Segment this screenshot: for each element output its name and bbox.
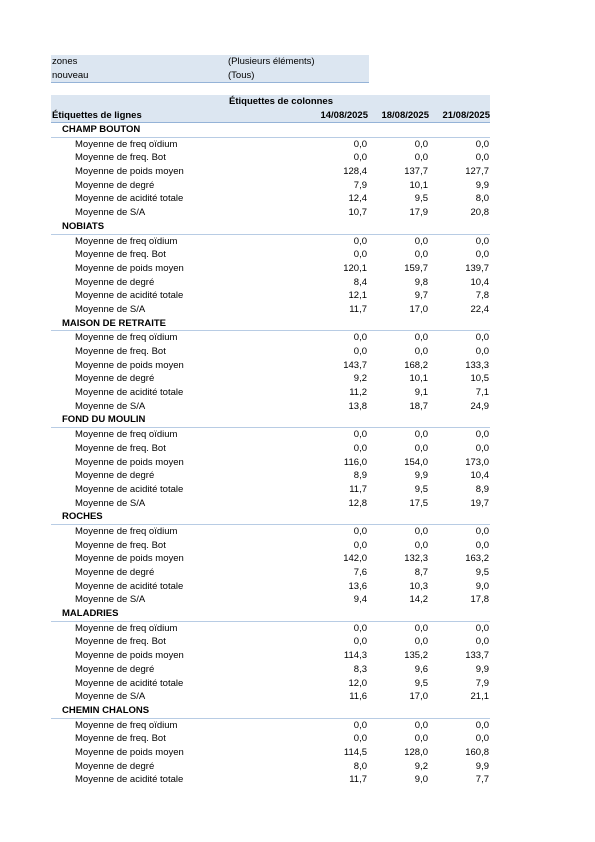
- value-cell: 132,3: [404, 553, 428, 565]
- value-cell: 160,8: [465, 746, 489, 758]
- value-cell: 0,0: [475, 525, 489, 537]
- table-row: [51, 345, 490, 359]
- table-row: [51, 372, 490, 386]
- table-row: [51, 552, 490, 566]
- value-cell: 9,9: [475, 179, 489, 191]
- value-cell: 0,0: [353, 429, 367, 441]
- table-row: [51, 690, 490, 704]
- value-cell: 11,2: [349, 387, 367, 399]
- value-cell: 0,0: [414, 622, 428, 634]
- value-cell: 22,4: [470, 303, 489, 315]
- value-cell: 17,8: [470, 594, 489, 606]
- filter-value[interactable]: (Plusieurs éléments): [228, 56, 315, 67]
- value-cell: 17,5: [409, 497, 428, 509]
- table-row: [51, 483, 490, 497]
- value-cell: 12,4: [348, 193, 367, 205]
- value-cell: 17,0: [409, 691, 428, 703]
- value-cell: 14,2: [409, 594, 428, 606]
- table-row: [51, 428, 490, 442]
- row-label: Moyenne de acidité totale: [75, 483, 184, 495]
- value-cell: 9,0: [414, 774, 428, 786]
- filter-nouveau[interactable]: [51, 69, 369, 84]
- value-cell: 7,9: [475, 677, 489, 689]
- value-cell: 127,7: [465, 166, 489, 178]
- value-cell: 20,8: [470, 207, 489, 219]
- value-cell: 9,5: [475, 567, 489, 578]
- report-filters: [51, 55, 369, 83]
- value-cell: 8,0: [353, 760, 367, 772]
- row-label: Moyenne de acidité totale: [75, 774, 184, 786]
- row-label: Moyenne de poids moyen: [75, 166, 184, 178]
- value-cell: 7,1: [475, 387, 489, 399]
- filter-zones[interactable]: [51, 55, 369, 69]
- value-cell: 13,8: [348, 400, 367, 412]
- table-row: [51, 276, 490, 290]
- row-label: Moyenne de freq. Bot: [75, 346, 166, 357]
- row-label: Moyenne de degré: [75, 567, 155, 578]
- table-row: [51, 677, 490, 691]
- value-cell: 9,5: [414, 193, 428, 205]
- row-label: Moyenne de S/A: [75, 497, 146, 509]
- value-cell: 142,0: [343, 553, 367, 565]
- table-row: [51, 262, 490, 276]
- row-label: Moyenne de freq oïdium: [75, 429, 178, 441]
- value-cell: 0,0: [353, 719, 367, 731]
- row-label: Moyenne de poids moyen: [75, 650, 184, 662]
- value-cell: 10,1: [409, 373, 428, 385]
- value-cell: 114,3: [343, 650, 367, 662]
- table-row: [51, 400, 490, 414]
- value-cell: 0,0: [414, 235, 428, 247]
- value-cell: 0,0: [414, 138, 428, 150]
- row-label: Moyenne de degré: [75, 470, 155, 482]
- value-cell: 168,2: [404, 359, 428, 371]
- row-label: Moyenne de poids moyen: [75, 262, 184, 274]
- table-row: [51, 289, 490, 303]
- pivot-body: [51, 123, 490, 787]
- value-cell: 0,0: [414, 332, 428, 344]
- value-cell: 11,7: [349, 774, 367, 786]
- value-cell: 9,5: [414, 483, 428, 495]
- value-cell: 0,0: [353, 539, 367, 551]
- table-row: [51, 151, 490, 165]
- row-label: Moyenne de S/A: [75, 594, 146, 606]
- table-row: [51, 469, 490, 483]
- value-cell: 18,7: [409, 400, 428, 412]
- value-cell: 19,7: [470, 497, 489, 509]
- row-label: Moyenne de acidité totale: [75, 387, 184, 399]
- table-row: [51, 539, 490, 553]
- value-cell: 11,7: [349, 483, 367, 495]
- row-labels-header[interactable]: Étiquettes de lignes: [52, 109, 142, 121]
- group-header[interactable]: CHEMIN CHALONS: [51, 704, 490, 719]
- row-label: Moyenne de S/A: [75, 207, 146, 219]
- value-cell: 10,1: [409, 179, 428, 191]
- row-label: Moyenne de degré: [75, 276, 155, 288]
- value-cell: 8,9: [353, 470, 367, 482]
- value-cell: 9,0: [475, 580, 489, 592]
- row-label: Moyenne de freq. Bot: [75, 636, 166, 648]
- value-cell: 10,3: [409, 580, 428, 592]
- value-cell: 0,0: [353, 442, 367, 454]
- value-cell: 128,0: [404, 746, 428, 758]
- row-label: Moyenne de poids moyen: [75, 553, 184, 565]
- value-cell: 7,7: [475, 774, 489, 786]
- value-cell: 0,0: [414, 346, 428, 357]
- value-cell: 0,0: [414, 719, 428, 731]
- value-cell: 9,7: [414, 290, 428, 302]
- value-cell: 24,9: [470, 400, 489, 412]
- table-row: [51, 248, 490, 262]
- value-cell: 12,1: [348, 290, 367, 302]
- table-row: [51, 635, 490, 649]
- table-row: [51, 192, 490, 206]
- row-label: Moyenne de poids moyen: [75, 359, 184, 371]
- value-cell: 8,7: [414, 567, 428, 578]
- row-label: Moyenne de freq. Bot: [75, 152, 166, 164]
- table-row: [51, 235, 490, 249]
- value-cell: 0,0: [475, 442, 489, 454]
- table-row: [51, 456, 490, 470]
- row-label: Moyenne de S/A: [75, 303, 146, 315]
- value-cell: 163,2: [465, 553, 489, 565]
- row-label: Moyenne de degré: [75, 373, 155, 385]
- value-cell: 17,0: [409, 303, 428, 315]
- value-cell: 8,0: [475, 193, 489, 205]
- table-row: [51, 663, 490, 677]
- table-row: [51, 580, 490, 594]
- value-cell: 133,3: [465, 359, 489, 371]
- value-cell: 159,7: [404, 262, 428, 274]
- pivot-table: [51, 95, 490, 787]
- row-label: Moyenne de freq. Bot: [75, 539, 166, 551]
- value-cell: 0,0: [353, 235, 367, 247]
- table-row: [51, 525, 490, 539]
- filter-value[interactable]: (Tous): [228, 69, 255, 81]
- table-row: [51, 593, 490, 607]
- value-cell: 0,0: [475, 719, 489, 731]
- value-cell: 133,7: [465, 650, 489, 662]
- row-label: Moyenne de poids moyen: [75, 746, 184, 758]
- row-label: Moyenne de S/A: [75, 400, 146, 412]
- value-cell: 9,2: [353, 373, 367, 385]
- group-header[interactable]: ROCHES: [51, 510, 490, 525]
- value-cell: 0,0: [414, 442, 428, 454]
- row-label: Moyenne de freq. Bot: [75, 249, 166, 261]
- table-row: [51, 497, 490, 511]
- value-cell: 21,1: [470, 691, 489, 703]
- column-labels-header[interactable]: Étiquettes de colonnes: [229, 96, 333, 107]
- value-cell: 13,6: [348, 580, 367, 592]
- value-cell: 0,0: [353, 332, 367, 344]
- value-cell: 137,7: [404, 166, 428, 178]
- value-cell: 7,8: [475, 290, 489, 302]
- table-row: [51, 649, 490, 663]
- row-label: Moyenne de S/A: [75, 691, 146, 703]
- row-label: Moyenne de degré: [75, 663, 155, 675]
- row-label: Moyenne de acidité totale: [75, 193, 184, 205]
- value-cell: 0,0: [353, 138, 367, 150]
- value-cell: 0,0: [353, 152, 367, 164]
- value-cell: 154,0: [404, 456, 428, 468]
- row-label: Moyenne de freq oïdium: [75, 332, 178, 344]
- value-cell: 11,6: [349, 691, 367, 703]
- value-cell: 0,0: [353, 249, 367, 261]
- table-row: [51, 179, 490, 193]
- value-cell: 7,6: [353, 567, 367, 578]
- value-cell: 10,4: [470, 276, 489, 288]
- value-cell: 0,0: [414, 152, 428, 164]
- value-cell: 114,5: [343, 746, 367, 758]
- value-cell: 0,0: [475, 636, 489, 648]
- value-cell: 9,6: [414, 663, 428, 675]
- table-row: [51, 732, 490, 746]
- row-label: Moyenne de poids moyen: [75, 456, 184, 468]
- value-cell: 120,1: [343, 262, 367, 274]
- table-row: [51, 165, 490, 179]
- pivot-date-header-row: [51, 109, 490, 124]
- value-cell: 0,0: [353, 525, 367, 537]
- row-label: Moyenne de acidité totale: [75, 580, 184, 592]
- value-cell: 0,0: [475, 622, 489, 634]
- row-label: Moyenne de freq oïdium: [75, 138, 178, 150]
- value-cell: 0,0: [414, 249, 428, 261]
- table-row: [51, 773, 490, 787]
- row-label: Moyenne de freq. Bot: [75, 733, 166, 745]
- value-cell: 8,9: [475, 483, 489, 495]
- row-label: Moyenne de acidité totale: [75, 290, 184, 302]
- value-cell: 128,4: [343, 166, 367, 178]
- group-header[interactable]: CHAMP BOUTON: [51, 123, 490, 138]
- value-cell: 9,2: [414, 760, 428, 772]
- value-cell: 0,0: [353, 636, 367, 648]
- row-label: Moyenne de freq. Bot: [75, 442, 166, 454]
- table-row: [51, 622, 490, 636]
- value-cell: 9,4: [353, 594, 367, 606]
- filter-label: zones: [52, 56, 78, 67]
- value-cell: 0,0: [414, 636, 428, 648]
- table-row: [51, 303, 490, 317]
- value-cell: 0,0: [475, 249, 489, 261]
- row-label: Moyenne de freq oïdium: [75, 622, 178, 634]
- value-cell: 9,1: [414, 387, 428, 399]
- group-header[interactable]: MALADRIES: [51, 607, 490, 622]
- value-cell: 7,9: [353, 179, 367, 191]
- value-cell: 9,9: [414, 470, 428, 482]
- pivot-column-header-row: [51, 95, 490, 109]
- row-label: Moyenne de freq oïdium: [75, 719, 178, 731]
- group-header[interactable]: FOND DU MOULIN: [51, 413, 490, 428]
- table-row: [51, 386, 490, 400]
- value-cell: 10,5: [470, 373, 489, 385]
- value-cell: 143,7: [343, 359, 367, 371]
- table-row: [51, 138, 490, 152]
- value-cell: 0,0: [414, 525, 428, 537]
- group-header[interactable]: NOBIATS: [51, 220, 490, 235]
- value-cell: 0,0: [475, 332, 489, 344]
- value-cell: 12,8: [348, 497, 367, 509]
- value-cell: 0,0: [353, 622, 367, 634]
- value-cell: 0,0: [353, 733, 367, 745]
- value-cell: 0,0: [414, 733, 428, 745]
- filter-label: nouveau: [52, 69, 89, 81]
- value-cell: 173,0: [465, 456, 489, 468]
- value-cell: 139,7: [465, 262, 489, 274]
- value-cell: 0,0: [414, 539, 428, 551]
- table-row: [51, 206, 490, 220]
- value-cell: 9,8: [414, 276, 428, 288]
- value-cell: 0,0: [475, 235, 489, 247]
- row-label: Moyenne de freq oïdium: [75, 235, 178, 247]
- table-row: [51, 359, 490, 373]
- value-cell: 0,0: [475, 429, 489, 441]
- value-cell: 10,4: [470, 470, 489, 482]
- value-cell: 9,9: [475, 760, 489, 772]
- row-label: Moyenne de degré: [75, 179, 155, 191]
- value-cell: 0,0: [475, 539, 489, 551]
- row-label: Moyenne de freq oïdium: [75, 525, 178, 537]
- date-header: 18/08/2025: [381, 109, 429, 121]
- table-row: [51, 442, 490, 456]
- value-cell: 8,4: [353, 276, 367, 288]
- value-cell: 9,9: [475, 663, 489, 675]
- value-cell: 12,0: [348, 677, 367, 689]
- group-header[interactable]: MAISON DE RETRAITE: [51, 317, 490, 332]
- value-cell: 135,2: [404, 650, 428, 662]
- value-cell: 116,0: [343, 456, 367, 468]
- value-cell: 0,0: [475, 346, 489, 357]
- value-cell: 10,7: [348, 207, 367, 219]
- table-row: [51, 331, 490, 345]
- value-cell: 0,0: [414, 429, 428, 441]
- value-cell: 11,7: [349, 303, 367, 315]
- value-cell: 0,0: [475, 138, 489, 150]
- value-cell: 8,3: [353, 663, 367, 675]
- value-cell: 0,0: [475, 152, 489, 164]
- row-label: Moyenne de acidité totale: [75, 677, 184, 689]
- table-row: [51, 719, 490, 733]
- value-cell: 0,0: [475, 733, 489, 745]
- date-header: 21/08/2025: [442, 109, 490, 121]
- table-row: [51, 746, 490, 760]
- date-header: 14/08/2025: [320, 109, 368, 121]
- row-label: Moyenne de degré: [75, 760, 155, 772]
- value-cell: 17,9: [409, 207, 428, 219]
- table-row: [51, 566, 490, 580]
- value-cell: 0,0: [353, 346, 367, 357]
- table-row: [51, 760, 490, 774]
- value-cell: 9,5: [414, 677, 428, 689]
